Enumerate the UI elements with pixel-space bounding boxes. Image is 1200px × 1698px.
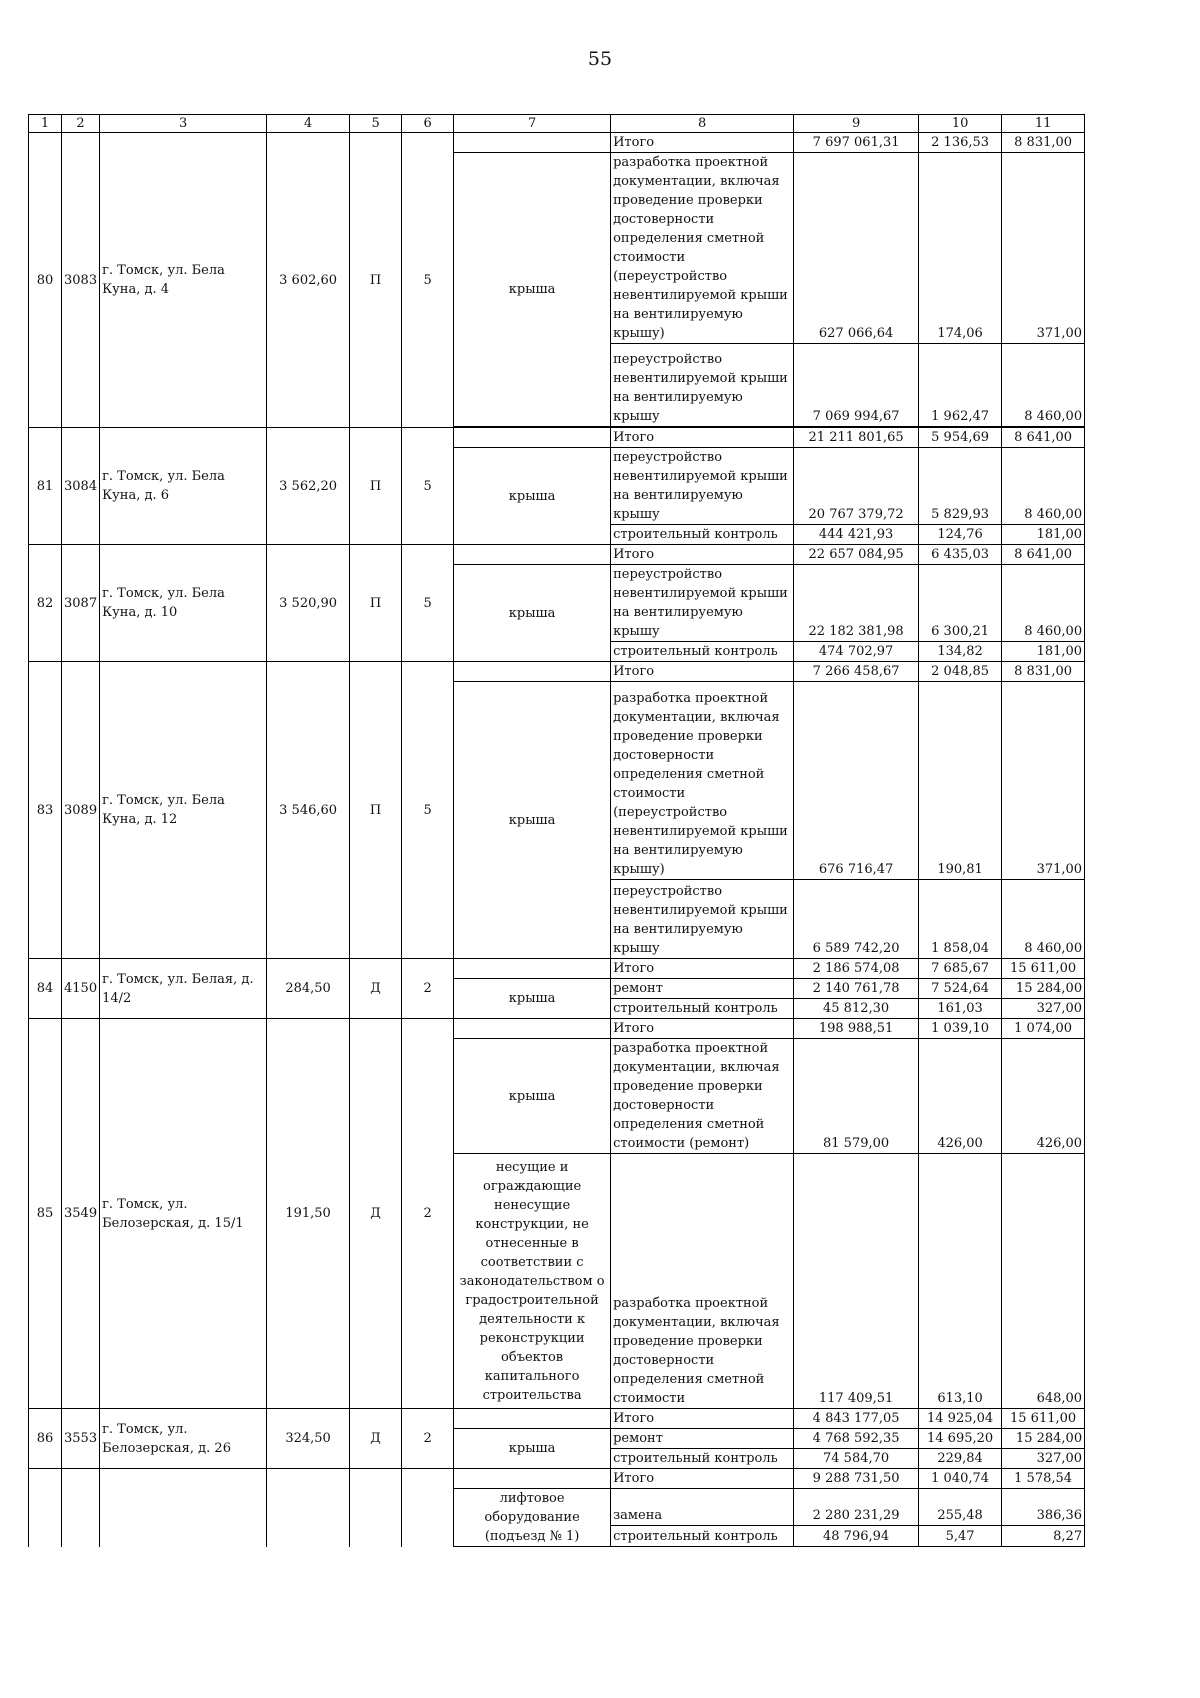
total-label: Итого — [611, 959, 794, 979]
row-number: 85 — [29, 1019, 62, 1409]
total-sum: 9 288 731,50 — [794, 1469, 919, 1489]
work-sum: 2 280 231,29 — [794, 1489, 919, 1526]
column-number: 11 — [1002, 115, 1085, 133]
element-cell: лифтовое оборудование (подъезд № 1) — [454, 1489, 611, 1547]
table-row — [29, 545, 1085, 565]
work-description: переустройство невентилируемой крыши на вентилируемую крышу — [611, 448, 794, 525]
house-material: Д — [350, 959, 402, 1019]
row-number: 84 — [29, 959, 62, 1019]
total-per-m2: 14 925,04 — [919, 1409, 1002, 1429]
work-sum: 4 768 592,35 — [794, 1429, 919, 1449]
row-number: 83 — [29, 662, 62, 959]
element-cell: крыша — [454, 153, 611, 427]
row-number: 82 — [29, 545, 62, 662]
total-limit: 8 641,00 — [1002, 428, 1085, 448]
work-sum: 48 796,94 — [794, 1526, 919, 1547]
total-per-m2: 7 685,67 — [919, 959, 1002, 979]
work-description: строительный контроль — [611, 999, 794, 1019]
column-number: 5 — [350, 115, 402, 133]
house-address: г. Томск, ул. Белозерская, д. 15/1 — [100, 1019, 267, 1409]
work-per-m2: 1 962,47 — [919, 344, 1002, 427]
house-code — [62, 1469, 100, 1547]
house-address: г. Томск, ул. Бела Куна, д. 4 — [100, 133, 267, 428]
house-address: г. Томск, ул. Бела Куна, д. 10 — [100, 545, 267, 662]
work-limit: 15 284,00 — [1002, 1429, 1085, 1449]
element-cell — [454, 133, 611, 153]
work-sum: 81 579,00 — [794, 1039, 919, 1154]
work-limit: 426,00 — [1002, 1039, 1085, 1154]
total-per-m2: 5 954,69 — [919, 428, 1002, 448]
work-description: разработка проектной документации, включая проведение проверки достоверности определения сметной стоимости (переустройство невентилируемой крыши на вентилируемую крышу) — [611, 682, 794, 880]
element-cell — [454, 428, 611, 448]
work-description: разработка проектной документации, включая проведение проверки достоверности определения сметной стоимости (ремонт) — [611, 1039, 794, 1154]
row-number: 81 — [29, 428, 62, 545]
total-label: Итого — [611, 1469, 794, 1489]
work-limit: 181,00 — [1002, 642, 1085, 662]
house-floors: 2 — [402, 1019, 454, 1409]
house-area: 284,50 — [267, 959, 350, 1019]
work-per-m2: 613,10 — [919, 1154, 1002, 1409]
work-sum: 444 421,93 — [794, 525, 919, 545]
house-area: 3 602,60 — [267, 133, 350, 428]
work-sum: 676 716,47 — [794, 682, 919, 880]
element-cell: крыша — [454, 565, 611, 662]
house-code: 3084 — [62, 428, 100, 545]
column-number: 2 — [62, 115, 100, 133]
total-limit: 15 611,00 — [1002, 1409, 1085, 1429]
work-description: разработка проектной документации, включая проведение проверки достоверности определения сметной стоимости (переустройство невентилируемой крыши на вентилируемую крышу) — [611, 153, 794, 344]
total-label: Итого — [611, 133, 794, 153]
work-sum: 117 409,51 — [794, 1154, 919, 1409]
table-row — [29, 1469, 1085, 1489]
house-code: 4150 — [62, 959, 100, 1019]
total-limit: 15 611,00 — [1002, 959, 1085, 979]
total-limit: 8 831,00 — [1002, 662, 1085, 682]
work-per-m2: 5 829,93 — [919, 448, 1002, 525]
total-per-m2: 2 048,85 — [919, 662, 1002, 682]
element-cell: крыша — [454, 979, 611, 1019]
element-cell — [454, 959, 611, 979]
total-limit: 1 578,54 — [1002, 1469, 1085, 1489]
element-cell: крыша — [454, 1039, 611, 1154]
work-sum: 20 767 379,72 — [794, 448, 919, 525]
total-sum: 2 186 574,08 — [794, 959, 919, 979]
work-sum: 474 702,97 — [794, 642, 919, 662]
work-limit: 8 460,00 — [1002, 880, 1085, 959]
total-label: Итого — [611, 1409, 794, 1429]
work-description: переустройство невентилируемой крыши на вентилируемую крышу — [611, 344, 794, 427]
house-floors: 5 — [402, 662, 454, 959]
house-code: 3087 — [62, 545, 100, 662]
work-description: ремонт — [611, 979, 794, 999]
total-per-m2: 6 435,03 — [919, 545, 1002, 565]
work-per-m2: 229,84 — [919, 1449, 1002, 1469]
table-row — [29, 1019, 1085, 1039]
work-sum: 45 812,30 — [794, 999, 919, 1019]
work-per-m2: 190,81 — [919, 682, 1002, 880]
element-cell: крыша — [454, 448, 611, 545]
house-address: г. Томск, ул. Бела Куна, д. 12 — [100, 662, 267, 959]
capital-repair-table — [28, 114, 1085, 1547]
house-area: 324,50 — [267, 1409, 350, 1469]
house-area — [267, 1469, 350, 1547]
house-area: 191,50 — [267, 1019, 350, 1409]
work-description: строительный контроль — [611, 642, 794, 662]
total-label: Итого — [611, 1019, 794, 1039]
house-area: 3 520,90 — [267, 545, 350, 662]
table-row — [29, 662, 1085, 682]
total-label: Итого — [611, 545, 794, 565]
work-sum: 627 066,64 — [794, 153, 919, 344]
row-number: 80 — [29, 133, 62, 428]
house-address — [100, 1469, 267, 1547]
total-limit: 8 831,00 — [1002, 133, 1085, 153]
house-floors: 5 — [402, 428, 454, 545]
element-cell: несущие и ограждающие ненесущие конструкции, не отнесенные в соответствии с законодательством о градостроительной деятельности к реконструкции объектов капитального строительства — [454, 1154, 611, 1409]
work-per-m2: 14 695,20 — [919, 1429, 1002, 1449]
house-floors: 2 — [402, 1409, 454, 1469]
house-material: П — [350, 133, 402, 428]
element-cell — [454, 545, 611, 565]
work-per-m2: 1 858,04 — [919, 880, 1002, 959]
column-number: 1 — [29, 115, 62, 133]
total-sum: 4 843 177,05 — [794, 1409, 919, 1429]
total-sum: 198 988,51 — [794, 1019, 919, 1039]
house-code: 3553 — [62, 1409, 100, 1469]
house-floors — [402, 1469, 454, 1547]
house-code: 3083 — [62, 133, 100, 428]
column-number: 10 — [919, 115, 1002, 133]
house-floors: 2 — [402, 959, 454, 1019]
page-number: 55 — [587, 48, 613, 70]
column-number: 3 — [100, 115, 267, 133]
element-cell — [454, 1019, 611, 1039]
work-per-m2: 426,00 — [919, 1039, 1002, 1154]
house-material: П — [350, 662, 402, 959]
element-cell: крыша — [454, 682, 611, 959]
work-sum: 7 069 994,67 — [794, 344, 919, 427]
table-row — [29, 133, 1085, 153]
work-per-m2: 6 300,21 — [919, 565, 1002, 642]
work-description: переустройство невентилируемой крыши на вентилируемую крышу — [611, 880, 794, 959]
house-floors: 5 — [402, 545, 454, 662]
total-limit: 1 074,00 — [1002, 1019, 1085, 1039]
work-sum: 22 182 381,98 — [794, 565, 919, 642]
work-per-m2: 124,76 — [919, 525, 1002, 545]
total-limit: 8 641,00 — [1002, 545, 1085, 565]
work-description: замена — [611, 1489, 794, 1526]
house-floors: 5 — [402, 133, 454, 428]
house-area: 3 562,20 — [267, 428, 350, 545]
work-limit: 181,00 — [1002, 525, 1085, 545]
total-per-m2: 1 039,10 — [919, 1019, 1002, 1039]
work-limit: 371,00 — [1002, 682, 1085, 880]
work-description: строительный контроль — [611, 525, 794, 545]
work-limit: 648,00 — [1002, 1154, 1085, 1409]
column-number: 6 — [402, 115, 454, 133]
table-row — [29, 959, 1085, 979]
work-description: ремонт — [611, 1429, 794, 1449]
work-limit: 371,00 — [1002, 153, 1085, 344]
work-limit: 327,00 — [1002, 999, 1085, 1019]
total-sum: 7 697 061,31 — [794, 133, 919, 153]
house-code: 3549 — [62, 1019, 100, 1409]
work-limit: 8,27 — [1002, 1526, 1085, 1547]
total-sum: 22 657 084,95 — [794, 545, 919, 565]
work-per-m2: 174,06 — [919, 153, 1002, 344]
house-address: г. Томск, ул. Бела Куна, д. 6 — [100, 428, 267, 545]
work-sum: 74 584,70 — [794, 1449, 919, 1469]
total-per-m2: 1 040,74 — [919, 1469, 1002, 1489]
column-number: 8 — [611, 115, 794, 133]
column-number: 7 — [454, 115, 611, 133]
house-material: П — [350, 428, 402, 545]
total-per-m2: 2 136,53 — [919, 133, 1002, 153]
work-limit: 15 284,00 — [1002, 979, 1085, 999]
house-material: Д — [350, 1409, 402, 1469]
work-sum: 2 140 761,78 — [794, 979, 919, 999]
work-limit: 8 460,00 — [1002, 448, 1085, 525]
total-sum: 21 211 801,65 — [794, 428, 919, 448]
work-per-m2: 5,47 — [919, 1526, 1002, 1547]
column-number: 9 — [794, 115, 919, 133]
house-code: 3089 — [62, 662, 100, 959]
work-limit: 327,00 — [1002, 1449, 1085, 1469]
row-number: 86 — [29, 1409, 62, 1469]
element-cell: крыша — [454, 1429, 611, 1469]
row-number — [29, 1469, 62, 1547]
total-sum: 7 266 458,67 — [794, 662, 919, 682]
total-label: Итого — [611, 428, 794, 448]
column-number-row — [29, 115, 1085, 133]
work-per-m2: 161,03 — [919, 999, 1002, 1019]
house-material: Д — [350, 1019, 402, 1409]
work-sum: 6 589 742,20 — [794, 880, 919, 959]
column-number: 4 — [267, 115, 350, 133]
house-material — [350, 1469, 402, 1547]
work-limit: 386,36 — [1002, 1489, 1085, 1526]
work-description: переустройство невентилируемой крыши на вентилируемую крышу — [611, 565, 794, 642]
work-per-m2: 134,82 — [919, 642, 1002, 662]
element-cell — [454, 1469, 611, 1489]
work-per-m2: 7 524,64 — [919, 979, 1002, 999]
total-label: Итого — [611, 662, 794, 682]
work-limit: 8 460,00 — [1002, 565, 1085, 642]
house-address: г. Томск, ул. Белозерская, д. 26 — [100, 1409, 267, 1469]
house-material: П — [350, 545, 402, 662]
element-cell — [454, 662, 611, 682]
house-address: г. Томск, ул. Белая, д. 14/2 — [100, 959, 267, 1019]
element-cell — [454, 1409, 611, 1429]
work-per-m2: 255,48 — [919, 1489, 1002, 1526]
work-description: разработка проектной документации, включая проведение проверки достоверности определения сметной стоимости — [611, 1154, 794, 1409]
work-description: строительный контроль — [611, 1449, 794, 1469]
work-description: строительный контроль — [611, 1526, 794, 1547]
work-limit: 8 460,00 — [1002, 344, 1085, 427]
table-row — [29, 428, 1085, 448]
house-area: 3 546,60 — [267, 662, 350, 959]
table-row — [29, 1409, 1085, 1429]
